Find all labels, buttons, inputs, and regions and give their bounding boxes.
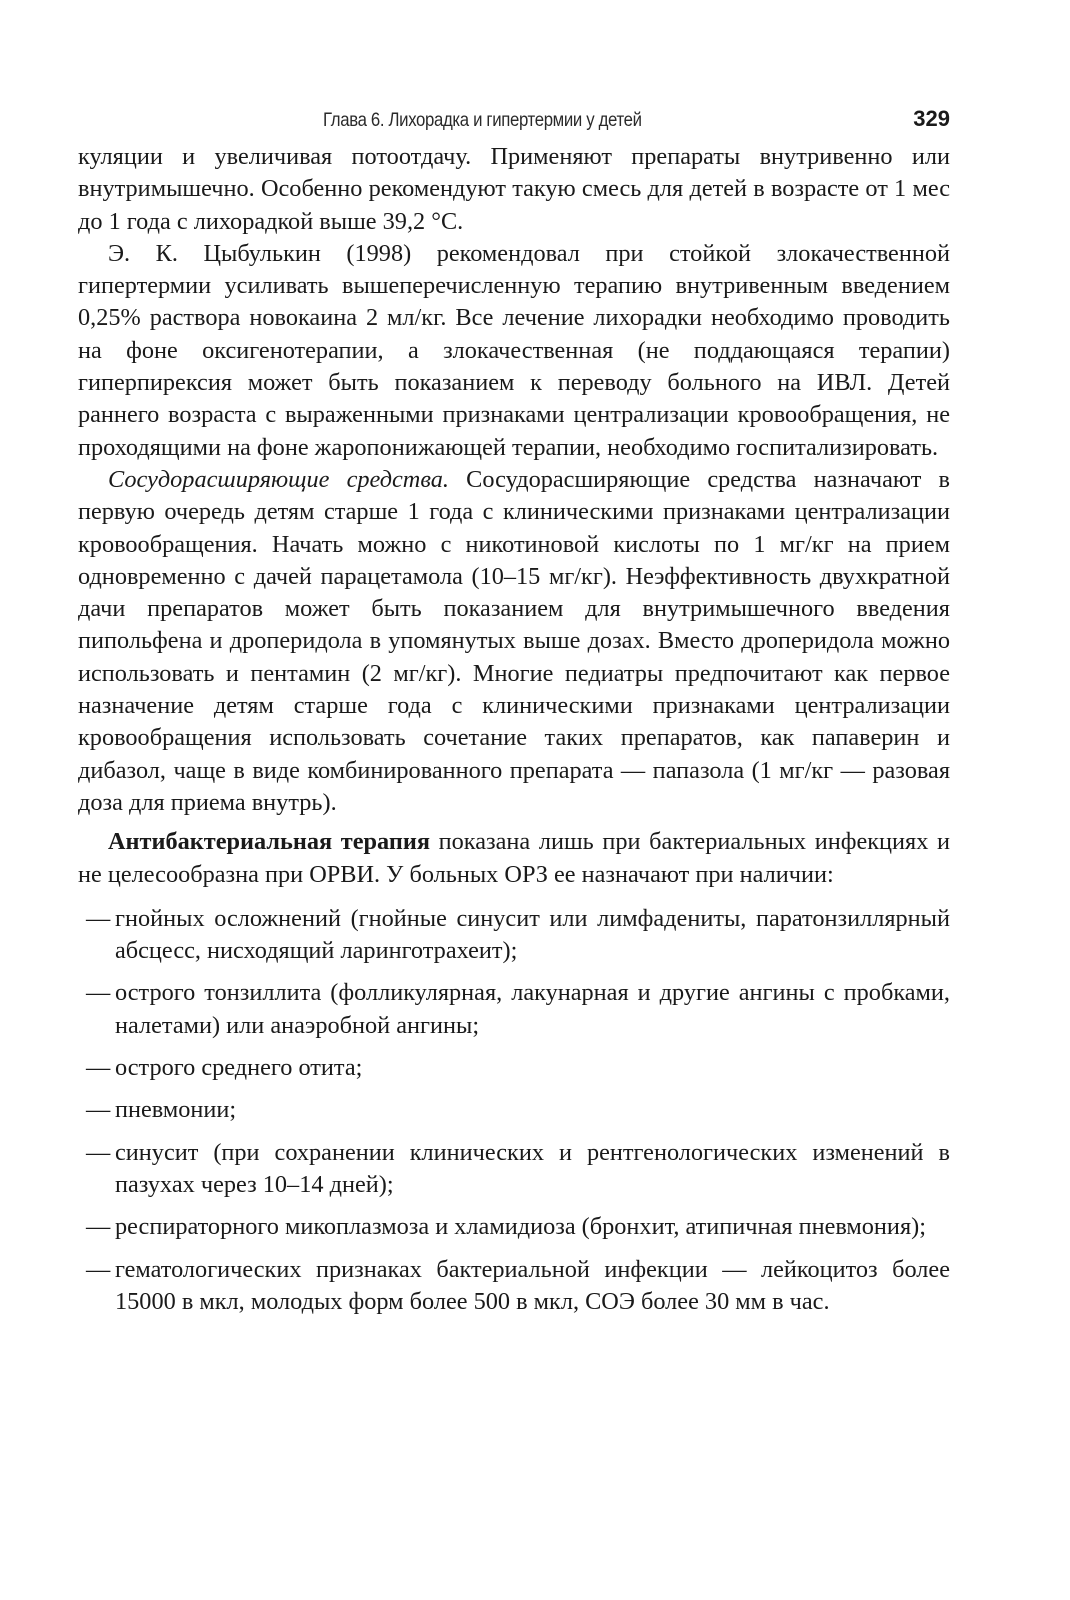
list-dash: —: [86, 1255, 111, 1283]
body-text: [78, 141, 950, 1318]
list-item-text: острого тонзиллита (фолликулярная, лакунарная и другие ангины с пробками, налетами) или анаэробной ангины;: [115, 979, 950, 1039]
list-item: [78, 1052, 950, 1084]
running-header: [78, 105, 950, 141]
list-item-text: гнойных осложнений (гнойные синусит или лимфадениты, паратонзиллярный абсцесс, нисходящий ларинготрахеит);: [115, 904, 950, 965]
list-item: [78, 1254, 950, 1319]
list-item-text: респираторного микоплазмоза и хламидиоза (бронхит, атипичная пневмония);: [115, 1213, 926, 1241]
list-item-text: острого среднего отита;: [115, 1054, 363, 1082]
list-item: [78, 1137, 950, 1202]
list-dash: —: [86, 1213, 111, 1241]
vasodilators-heading: Сосудорасширяющие средства.: [108, 465, 449, 493]
list-item: [78, 1211, 950, 1243]
vasodilators-text: Сосудорасширяющие средства назначают в первую очередь детям старше 1 года с клиническими признаками централизации кровообращения. Начать можно с никотиновой кислоты по 1 мг/кг на прием одновременно с дачей парацетамола (10–15 мг/кг). Неэффективность двухкратной дачи препаратов может быть показанием для внутримышечного введения пипольфена и дроперидола в упомянутых выше дозах. Вместо дроперидола можно использовать и пентамин (2 мг/кг). Многие педиатры предпочитают как первое назначение детям старше года с клиническими признаками централизации кровообращения использовать сочетание таких препаратов, как папаверин и дибазол, чаще в виде комбинированного препарата — папазола (1 мг/кг — разовая доза для приема внутрь).: [78, 465, 950, 816]
list-item-text: синусит (при сохранении клинических и рентгенологических изменений в пазухах через 10–14 дней);: [115, 1138, 950, 1198]
book-page: [78, 105, 950, 1328]
paragraph-tsybulkin: Э. К. Цыбулькин (1998) рекомендовал при стойкой злокачественной гипертермии усиливать вышеперечисленную терапию внутривенным введением 0,25% раствора новокаина 2 мл/кг. Все лечение лихорадки необходимо проводить на фоне оксигенотерапии, а злокачественная (не поддающаяся терапии) гиперпирексия может быть показанием к переводу больного на ИВЛ. Детей раннего возраста с выраженными признаками централизации кровообращения, не проходящими на фоне жаропонижающей терапии, необходимо госпитализировать.: [78, 239, 950, 461]
list-item: [78, 903, 950, 968]
list-dash: —: [86, 1138, 111, 1166]
antibacterial-heading: Антибактериальная терапия: [108, 828, 430, 856]
chapter-title: Глава 6. Лихорадка и гипертермии у детей: [323, 109, 642, 131]
indications-list: [78, 903, 950, 1318]
paragraph-continuation: куляции и увеличивая потоотдачу. Применяют препараты внутривенно или внутримышечно. Особенно рекомендуют такую смесь для детей в возрасте от 1 мес до 1 года с лихорадкой выше 39,2 °С.: [78, 143, 950, 235]
list-dash: —: [86, 1054, 111, 1082]
list-item: [78, 1094, 950, 1126]
antibacterial-text: показана лишь при бактериальных инфекциях и не целесообразна при ОРВИ. У больных ОРЗ ее назначают при наличии:: [78, 828, 951, 888]
page-number: 329: [913, 106, 950, 131]
paragraph-vasodilators: [78, 464, 950, 819]
list-item: [78, 977, 950, 1042]
paragraph-antibacterial: [78, 826, 950, 891]
list-dash: —: [86, 1096, 111, 1124]
list-item-text: пневмонии;: [115, 1096, 237, 1124]
list-dash: —: [86, 904, 111, 932]
list-item-text: гематологических признаках бактериальной инфекции — лейкоцитоз более 15000 в мкл, молодых форм более 500 в мкл, СОЭ более 30 мм в час.: [115, 1255, 950, 1315]
list-dash: —: [86, 979, 111, 1007]
